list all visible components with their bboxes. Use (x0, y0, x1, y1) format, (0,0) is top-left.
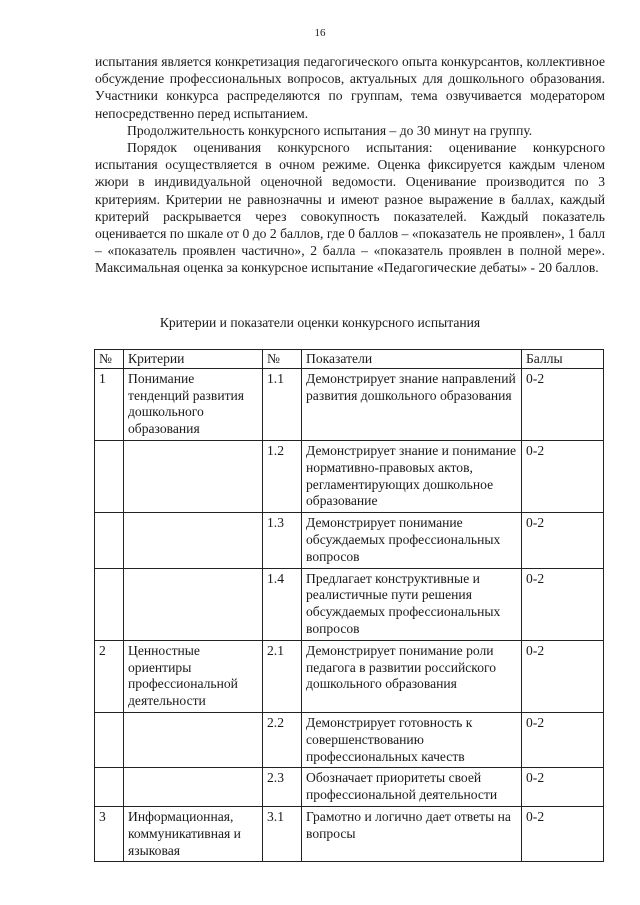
table-row (95, 568, 604, 640)
indicator-text: Демонстрирует понимание обсуждаемых профессиональных вопросов (302, 513, 522, 568)
indicator-score: 0-2 (522, 368, 604, 440)
indicator-text: Демонстрирует понимание роли педагога в развитии российского дошкольного образования (302, 640, 522, 712)
indicator-score: 0-2 (522, 568, 604, 640)
indicator-text: Демонстрирует готовность к совершенствованию профессиональных качеств (302, 712, 522, 767)
indicator-text: Предлагает конструктивные и реалистичные пути решения обсуждаемых профессиональных вопросов (302, 568, 522, 640)
criteria-table (94, 349, 604, 862)
page-number: 16 (314, 27, 326, 39)
criterion-number-cont (95, 768, 124, 807)
table-row (95, 368, 604, 440)
indicator-number: 1.2 (263, 440, 302, 512)
criterion-name-cont (124, 768, 263, 807)
indicator-score: 0-2 (522, 513, 604, 568)
indicator-number: 1.3 (263, 513, 302, 568)
indicator-number: 2.1 (263, 640, 302, 712)
indicator-text: Демонстрирует знание и понимание нормативно-правовых актов, регламентирующих дошкольное образование (302, 440, 522, 512)
indicator-score: 0-2 (522, 440, 604, 512)
body-text (95, 53, 605, 277)
table-row (95, 712, 604, 767)
header-indicators: Показатели (302, 350, 522, 369)
criterion-name-cont (124, 712, 263, 767)
indicator-number: 3.1 (263, 806, 302, 861)
criterion-number-cont (95, 712, 124, 767)
indicator-number: 1.1 (263, 368, 302, 440)
indicator-number: 2.3 (263, 768, 302, 807)
criterion-number: 1 (95, 368, 124, 440)
paragraph-assessment: Порядок оценивания конкурсного испытания: оценивание конкурсного испытания осуществляется в очном режиме. Оценка фиксируется каждым членом жюри в индивидуальной оценочной ведомости. Оценивание производится по 3 критериям. Критерии не равнозначны и имеют разное выражение в баллах, каждый критерий раскрывается через совокупность показателей. Каждый показатель оценивается по шкале от 0 до 2 баллов, где 0 баллов – «показатель не проявлен», 1 балл – «показатель проявлен частично», 2 балла – «показатель проявлен в полной мере». Максимальная оценка за конкурсное испытание «Педагогические дебаты» - 20 баллов. (95, 140, 605, 276)
table-row (95, 768, 604, 807)
criterion-number: 3 (95, 806, 124, 861)
indicator-number: 2.2 (263, 712, 302, 767)
indicator-score: 0-2 (522, 640, 604, 712)
criterion-name: Понимание тенденций развития дошкольного образования (124, 368, 263, 440)
header-score: Баллы (522, 350, 604, 369)
indicator-text: Грамотно и логично дает ответы на вопросы (302, 806, 522, 861)
header-indicator-number: № (263, 350, 302, 369)
table-row (95, 513, 604, 568)
criterion-name-cont (124, 440, 263, 512)
criterion-name-cont (124, 568, 263, 640)
indicator-score: 0-2 (522, 712, 604, 767)
criterion-number: 2 (95, 640, 124, 712)
header-number: № (95, 350, 124, 369)
criterion-number-cont (95, 568, 124, 640)
indicator-score: 0-2 (522, 806, 604, 861)
table-row (95, 640, 604, 712)
indicator-score: 0-2 (522, 768, 604, 807)
criterion-name: Ценностные ориентиры профессиональной деятельности (124, 640, 263, 712)
table-title: Критерии и показатели оценки конкурсного испытания (159, 315, 481, 330)
paragraph-intro: испытания является конкретизация педагогического опыта конкурсантов, коллективное обсуждение профессиональных вопросов, актуальных для дошкольного образования. Участники конкурса распределяются по группам, тема озвучивается модератором непосредственно перед испытанием. (95, 54, 605, 121)
criterion-name-cont (124, 513, 263, 568)
header-criteria: Критерии (124, 350, 263, 369)
indicator-text: Обозначает приоритеты своей профессиональной деятельности (302, 768, 522, 807)
criterion-number-cont (95, 440, 124, 512)
criterion-name: Информационная, коммуникативная и языковая (124, 806, 263, 861)
indicator-number: 1.4 (263, 568, 302, 640)
paragraph-duration: Продолжительность конкурсного испытания – до 30 минут на группу. (127, 122, 533, 138)
table-header-row (95, 350, 604, 369)
table-row (95, 440, 604, 512)
indicator-text: Демонстрирует знание направлений развития дошкольного образования (302, 368, 522, 440)
criterion-number-cont (95, 513, 124, 568)
table-row (95, 806, 604, 861)
